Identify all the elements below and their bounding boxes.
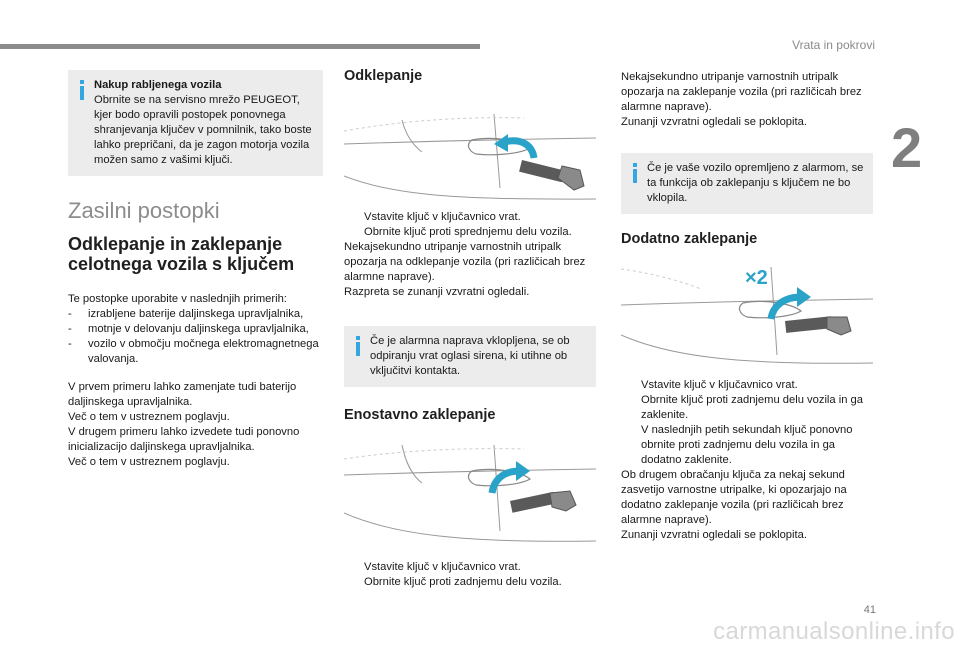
- column-3: [621, 70, 873, 543]
- alarm-note: [621, 153, 873, 214]
- alarm-note: [344, 326, 596, 387]
- battery-text: V prvem primeru lahko zamenjate tudi baterijo daljinskega upravljalnika.: [68, 381, 297, 408]
- deadlock-indicator-text: Ob drugem obračanju ključa za nekaj sekund zasvetijo varnostne utripalke, ki opozarjajo na dodatno zaklepanje vozila (pri različicah brez alarmne naprave).: [621, 469, 847, 526]
- chapter-number: 2: [891, 116, 923, 179]
- info-icon: [353, 336, 362, 356]
- mirrors-unfold-text: Razpreta se zunanji vzvratni ogledali.: [344, 286, 530, 298]
- alarm-note-text: Če je vaše vozilo opremljeno z alarmom, se ta funkcija ob zaklepanju s ključem ne bo vklopila.: [647, 162, 864, 204]
- lock-indicator-text: Nekajsekundno utripanje varnostnih utripalk opozarja na zaklepanje vozila (pri različicah brez alarmne naprave).: [621, 71, 862, 113]
- watermark: carmanualsonline.info: [713, 618, 955, 645]
- deadlock-steps: [621, 378, 873, 468]
- info-icon: [630, 163, 639, 183]
- info-icon: [77, 80, 86, 100]
- deadlock-heading: Dodatno zaklepanje: [621, 231, 758, 247]
- lock-steps: [344, 560, 596, 590]
- list-item: Vstavite ključ v ključavnico vrat.: [641, 379, 798, 391]
- chapter-ref-text: Več o tem v ustreznem poglavju.: [68, 456, 230, 468]
- header-rule: [0, 44, 480, 49]
- unlock-heading: Odklepanje: [344, 68, 423, 84]
- column-2: [344, 70, 596, 590]
- mirrors-fold-text: Zunanji vzvratni ogledali se poklopita.: [621, 529, 807, 541]
- list-item: Obrnite ključ proti sprednjemu delu vozila.: [364, 226, 572, 238]
- section-title: Vrata in pokrovi: [792, 38, 875, 52]
- list-item: - izrabljene baterije daljinskega upravljalnika,: [68, 308, 304, 320]
- lock-key-illustration: [344, 435, 596, 547]
- chapter-ref-text: Več o tem v ustreznem poglavju.: [68, 411, 230, 423]
- deadlock-key-illustration: [621, 259, 873, 367]
- reinit-text: V drugem primeru lahko izvedete tudi ponovno inicializacijo daljinskega upravljalnika.: [68, 426, 300, 453]
- unlock-key-illustration: [344, 96, 596, 201]
- twice-label: ×2: [745, 267, 768, 289]
- main-heading: Odklepanje in zaklepanje celotnega vozila s ključem: [68, 234, 295, 274]
- page-number: 41: [863, 604, 876, 616]
- unlock-steps: [344, 210, 596, 240]
- list-item: Obrnite ključ proti zadnjemu delu vozila.: [364, 576, 562, 588]
- alarm-note-text: Če je alarmna naprava vklopljena, se ob odpiranju vrat oglasi sirena, ki utihne ob vključitvi kontakta.: [370, 335, 570, 377]
- list-item: - vozilo v območju močnega elektromagnetnega valovanja.: [68, 338, 319, 365]
- note-text: Obrnite se na servisno mrežo PEUGEOT, kjer bodo opravili postopek ponovnega shranjevanja ključev v pomnilnik, tako boste lahko prepričani, da je zagon motorja vozila možen samo z vašimi ključi.: [94, 94, 312, 166]
- list-item: Obrnite ključ proti zadnjemu delu vozila in ga zaklenite.: [641, 394, 864, 421]
- list-item: Vstavite ključ v ključavnico vrat.: [364, 561, 521, 573]
- lock-heading: Enostavno zaklepanje: [344, 407, 496, 423]
- unlock-text: Nekajsekundno utripanje varnostnih utripalk opozarja na odklepanje vozila (pri različicah brez alarmne naprave).: [344, 241, 586, 283]
- section-heading: Zasilni postopki: [68, 198, 220, 223]
- list-item: Vstavite ključ v ključavnico vrat.: [364, 211, 521, 223]
- list-item: V naslednjih petih sekundah ključ ponovno obrnite proti zadnjemu delu vozila in ga dodatno zaklenite.: [641, 424, 853, 466]
- column-1: [68, 70, 323, 470]
- cases-list: [68, 307, 323, 367]
- mirrors-fold-text: Zunanji vzvratni ogledali se poklopita.: [621, 116, 807, 128]
- used-vehicle-note: [68, 70, 323, 176]
- intro-text: Te postopke uporabite v naslednjih primerih:: [68, 293, 287, 305]
- list-item: - motnje v delovanju daljinskega upravljalnika,: [68, 323, 309, 335]
- note-title: Nakup rabljenega vozila: [94, 79, 222, 91]
